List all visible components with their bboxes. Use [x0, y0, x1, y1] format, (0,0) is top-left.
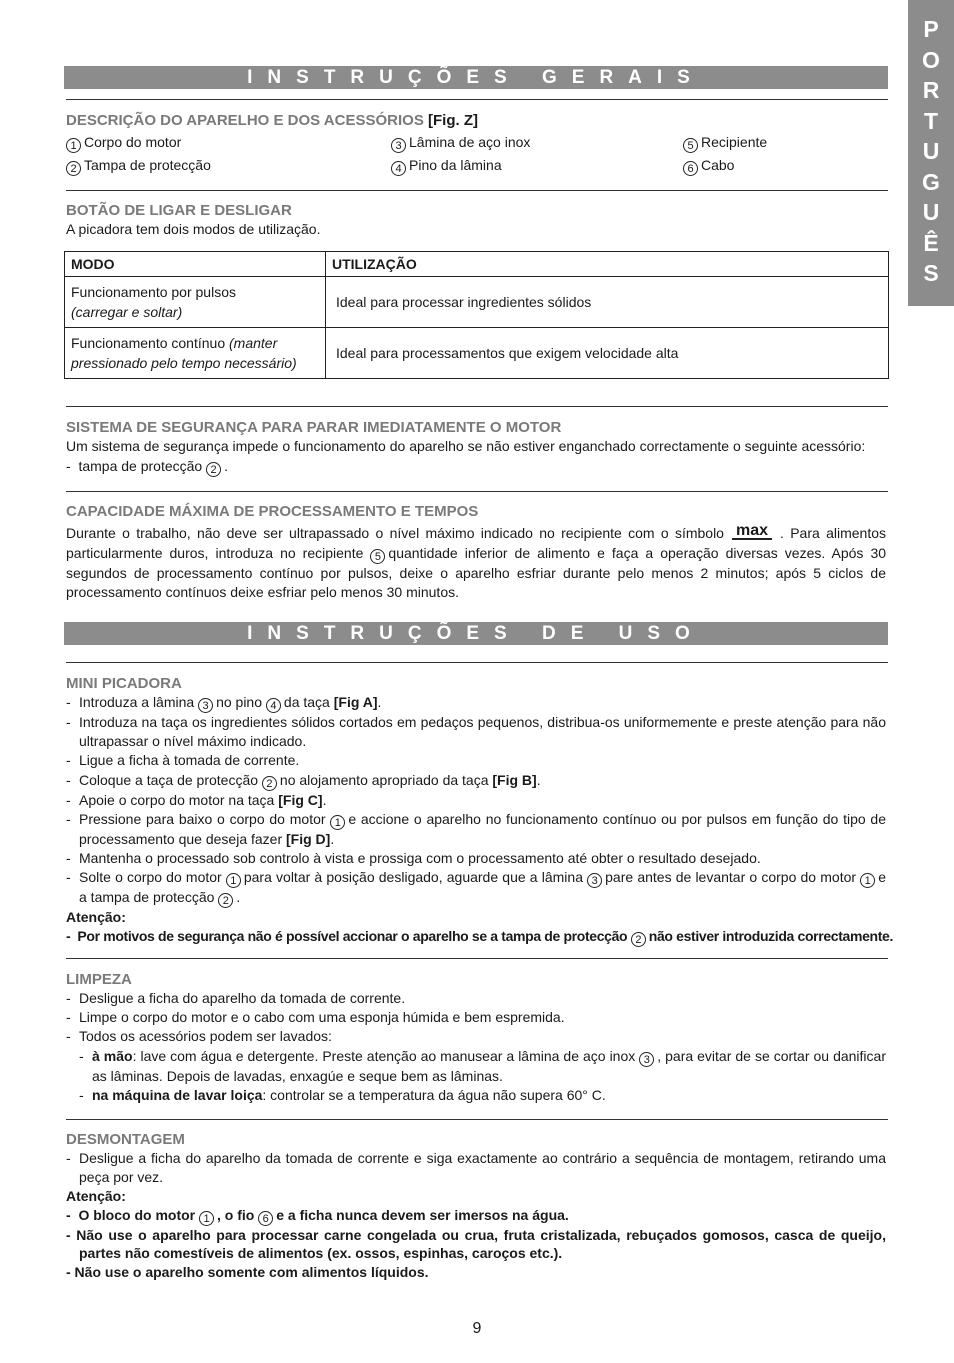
side-tab-letter: T: [923, 107, 939, 134]
use-cell: Ideal para processamentos que exigem velocidade alta: [326, 328, 889, 379]
list-item: - Coloque a taça de protecção 2 no alojamento apropriado da taça [Fig B].: [66, 771, 886, 791]
safety-heading: SISTEMA DE SEGURANÇA PARA PARAR IMEDIATAMENTE O MOTOR: [66, 419, 562, 436]
switch-heading: BOTÃO DE LIGAR E DESLIGAR: [66, 202, 292, 219]
side-tab-letter: G: [922, 168, 940, 195]
capacity-section: [66, 502, 886, 603]
list-item: - Todos os acessórios podem ser lavados:: [66, 1027, 886, 1046]
safety-section: [66, 418, 886, 477]
side-tab-letter: S: [923, 260, 939, 286]
divider: [66, 662, 888, 663]
cleaning-heading: LIMPEZA: [66, 971, 132, 988]
cleaning-steps: [66, 989, 886, 1105]
mode-cell: Funcionamento contínuo (manter pressionado pelo tempo necessário): [65, 328, 326, 379]
divider: [66, 958, 888, 959]
list-item: - Mantenha o processado sob controlo à vista e prossiga com o processamento até obter o resultado desejado.: [66, 849, 886, 868]
mode-cell: Funcionamento por pulsos (carregar e soltar): [65, 277, 326, 328]
max-level-symbol: max: [732, 524, 772, 540]
warning-text: - O bloco do motor 1 , o fio 6 e a ficha nunca devem ser imersos na água.: [66, 1206, 569, 1225]
list-item: - à mão: lave com água e detergente. Preste atenção ao manusear a lâmina de aço inox 3 , para evitar de se cortar ou danificar as lâminas. Depois de lavadas, enxagúe e seque bem as lâminas.: [79, 1047, 886, 1086]
list-item: - Pressione para baixo o corpo do motor 1 e accione o aparelho no funcionamento contínuo ou por pulsos em função do tipo de processamento que deseja fazer [Fig D].: [66, 810, 886, 849]
side-tab-letter: Ê: [923, 229, 939, 256]
divider: [66, 99, 888, 100]
side-tab-letter: P: [923, 16, 939, 42]
side-tab-letter: R: [922, 77, 940, 103]
disassembly-section: [66, 1130, 886, 1281]
safety-text: Um sistema de segurança impede o funcionamento do aparelho se não estiver enganchado correctamente o seguinte acessório:: [66, 438, 866, 454]
warning-text: - Não use o aparelho somente com alimentos líquidos.: [66, 1263, 429, 1280]
table-header-row: [65, 252, 889, 277]
warning-text: - Não use o aparelho para processar carne congelada ou crua, fruta cristalizada, rebuçados gomosos, casca de queijo, partes não comestíveis de alimentos (ex. ossos, espinhas, caroços etc.).: [66, 1226, 886, 1262]
modes-table: [64, 251, 889, 379]
cleaning-section: [66, 970, 886, 1105]
side-tab-letter: O: [922, 46, 940, 73]
capacity-heading: CAPACIDADE MÁXIMA DE PROCESSAMENTO E TEMPOS: [66, 503, 479, 520]
warning-text: - Por motivos de segurança não é possível accionar o aparelho se a tampa de protecção 2 não estiver introduzida correctamente.: [66, 928, 893, 947]
mini-chopper-section: [66, 674, 893, 947]
side-tab-letter: U: [922, 199, 940, 225]
part-item: 4 Pino da lâmina: [391, 157, 502, 176]
disassembly-heading: DESMONTAGEM: [66, 1131, 185, 1148]
section-band-general: INSTRUÇÕES GERAIS: [64, 66, 888, 89]
list-item: - Limpe o corpo do motor e o cabo com uma esponja húmida e bem espremida.: [66, 1008, 886, 1027]
list-item: - Solte o corpo do motor 1 para voltar à posição desligado, aguarde que a lâmina 3 pare antes de levantar o corpo do motor 1 e a tampa de protecção 2 .: [66, 868, 886, 908]
divider: [66, 1119, 888, 1120]
disassembly-steps: [66, 1149, 886, 1187]
description-heading: DESCRIÇÃO DO APARELHO E DOS ACESSÓRIOS [Fig. Z]: [66, 112, 478, 129]
use-cell: Ideal para processar ingredientes sólidos: [326, 277, 889, 328]
mini-heading: MINI PICADORA: [66, 675, 182, 692]
list-item: - na máquina de lavar loiça: controlar se a temperatura da água não supera 60° C.: [79, 1086, 886, 1105]
language-tab: [908, 0, 954, 306]
list-item: - Ligue a ficha à tomada de corrente.: [66, 751, 886, 770]
attention-label: Atenção:: [66, 909, 126, 926]
col-use: UTILIZAÇÃO: [326, 252, 889, 277]
part-item: 2 Tampa de protecção: [66, 157, 211, 176]
part-item: 6 Cabo: [683, 157, 734, 176]
table-row: [65, 277, 889, 328]
list-item: - Apoie o corpo do motor na taça [Fig C].: [66, 791, 886, 810]
part-item: 3 Lâmina de aço inox: [391, 134, 530, 153]
part-item: 5 Recipiente: [683, 134, 767, 153]
description-section: [66, 111, 886, 130]
table-row: [65, 328, 889, 379]
attention-label: Atenção:: [66, 1188, 126, 1205]
page-number: 9: [472, 1320, 482, 1337]
side-tab-letter: U: [922, 138, 940, 164]
fig-ref: [Fig. Z]: [428, 112, 478, 129]
capacity-text: Durante o trabalho, não deve ser ultrapassado o nível máximo indicado no recipiente com o símbolo max . Para alimentos particularmente duros, introduza no recipiente 5 quantidade inferior de alimento e faça a operação diversas vezes. Após 30 segundos de processamento contínuo por pulsos, deixe o aparelho esfriar durante pelo menos 2 minutos; após 5 ciclos de processamento contínuos deixe esfriar pelo menos 30 minutos.: [66, 522, 887, 600]
list-item: - Introduza na taça os ingredientes sólidos cortados em pedaços pequenos, distribua-os uniformemente e preste atenção para não ultrapassar o nível máximo indicado.: [66, 713, 886, 751]
divider: [66, 406, 888, 407]
part-item: 1 Corpo do motor: [66, 134, 181, 153]
safety-item: - tampa de protecção 2 .: [66, 457, 228, 476]
col-mode: MODO: [65, 252, 326, 277]
divider: [66, 491, 888, 492]
divider: [66, 190, 888, 191]
list-item: - Introduza a lâmina 3 no pino 4 da taça [Fig A].: [66, 693, 886, 713]
list-item: - Desligue a ficha do aparelho da tomada de corrente e siga exactamente ao contrário a sequência de montagem, retirando uma peça por vez.: [66, 1149, 886, 1187]
mini-steps: [66, 693, 886, 908]
section-band-use: INSTRUÇÕES DE USO: [64, 622, 888, 645]
list-item: - Desligue a ficha do aparelho da tomada de corrente.: [66, 989, 886, 1008]
switch-section: [66, 201, 886, 240]
switch-intro: A picadora tem dois modos de utilização.: [66, 221, 321, 237]
